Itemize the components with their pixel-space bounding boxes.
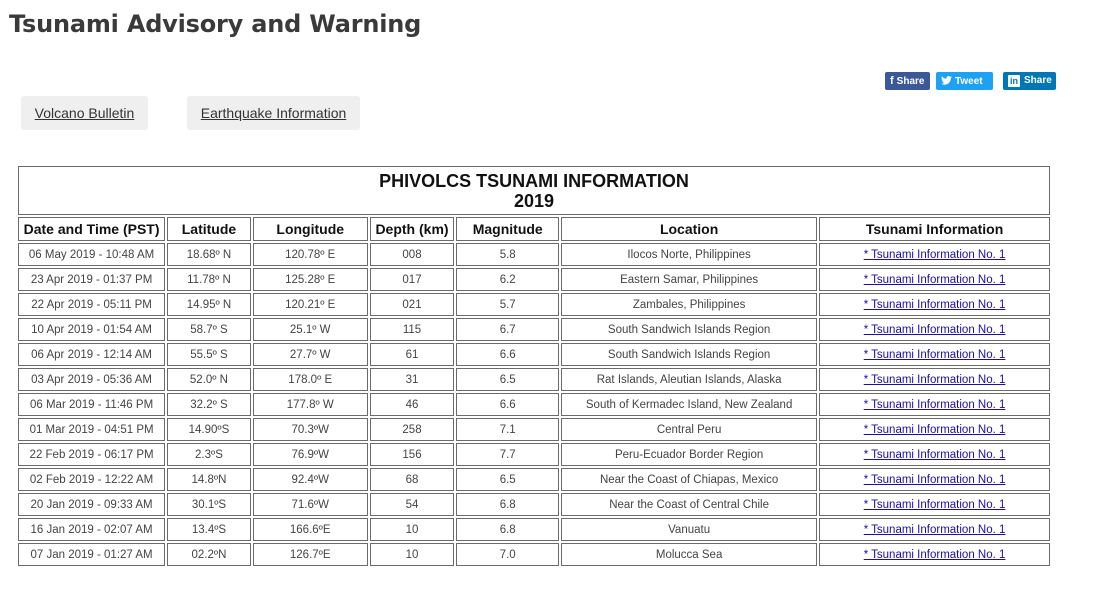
longitude-cell: 71.6ºW	[253, 493, 368, 516]
tsunami-info-cell	[819, 368, 1050, 391]
magnitude-cell: 6.5	[456, 368, 559, 391]
header-depth: Depth (km)	[370, 217, 455, 241]
tsunami-information-link[interactable]: * Tsunami Information No. 1	[863, 523, 1006, 536]
latitude-cell: 11.78º N	[167, 268, 251, 291]
longitude-cell: 166.6ºE	[253, 518, 368, 541]
location-cell: South Sandwich Islands Region	[561, 318, 817, 341]
linkedin-icon: in	[1010, 76, 1018, 86]
tsunami-information-link[interactable]: * Tsunami Information No. 1	[863, 473, 1006, 486]
earthquake-information-link[interactable]: Earthquake Information	[200, 105, 347, 121]
depth-cell: 017	[370, 268, 455, 291]
tsunami-info-cell	[819, 318, 1050, 341]
date-time-cell: 10 Apr 2019 - 01:54 AM	[18, 318, 165, 341]
date-time-cell: 20 Jan 2019 - 09:33 AM	[18, 493, 165, 516]
depth-cell: 008	[370, 243, 455, 266]
tsunami-info-cell	[819, 243, 1050, 266]
tsunami-info-cell	[819, 418, 1050, 441]
volcano-bulletin-button[interactable]	[21, 96, 148, 130]
longitude-cell: 177.8º W	[253, 393, 368, 416]
header-magnitude: Magnitude	[456, 217, 559, 241]
latitude-cell: 14.95º N	[167, 293, 251, 316]
latitude-cell: 2.3ºS	[167, 443, 251, 466]
table-row	[18, 368, 1050, 391]
twitter-tweet-label: Tweet	[955, 76, 983, 87]
date-time-cell: 23 Apr 2019 - 01:37 PM	[18, 268, 165, 291]
table-caption	[18, 166, 1050, 215]
table-row	[18, 243, 1050, 266]
magnitude-cell: 6.2	[456, 268, 559, 291]
longitude-cell: 125.28º E	[253, 268, 368, 291]
location-cell: Near the Coast of Chiapas, Mexico	[561, 468, 817, 491]
table-row	[18, 268, 1050, 291]
magnitude-cell: 5.7	[456, 293, 559, 316]
tsunami-info-cell	[819, 293, 1050, 316]
tsunami-info-cell	[819, 518, 1050, 541]
table-row	[18, 443, 1050, 466]
magnitude-cell: 6.6	[456, 343, 559, 366]
tsunami-information-link[interactable]: * Tsunami Information No. 1	[863, 448, 1006, 461]
depth-cell: 31	[370, 368, 455, 391]
facebook-share-button[interactable]	[885, 72, 930, 90]
magnitude-cell: 6.8	[456, 518, 559, 541]
magnitude-cell: 7.0	[456, 543, 559, 566]
location-cell: Zambales, Philippines	[561, 293, 817, 316]
location-cell: Eastern Samar, Philippines	[561, 268, 817, 291]
tsunami-information-link[interactable]: * Tsunami Information No. 1	[863, 373, 1006, 386]
facebook-share-label: Share	[896, 76, 925, 87]
date-time-cell: 22 Feb 2019 - 06:17 PM	[18, 443, 165, 466]
table-title: PHIVOLCS TSUNAMI INFORMATION	[379, 170, 689, 191]
tsunami-info-cell	[819, 493, 1050, 516]
table-row	[18, 543, 1050, 566]
magnitude-cell: 7.1	[456, 418, 559, 441]
longitude-cell: 126.7ºE	[253, 543, 368, 566]
latitude-cell: 58.7º S	[167, 318, 251, 341]
twitter-bird-icon	[941, 75, 952, 87]
longitude-cell: 27.7º W	[253, 343, 368, 366]
location-cell: South of Kermadec Island, New Zealand	[561, 393, 817, 416]
tsunami-information-link[interactable]: * Tsunami Information No. 1	[863, 398, 1006, 411]
depth-cell: 10	[370, 518, 455, 541]
depth-cell: 156	[370, 443, 455, 466]
tsunami-information-link[interactable]: * Tsunami Information No. 1	[863, 273, 1006, 286]
latitude-cell: 14.90ºS	[167, 418, 251, 441]
depth-cell: 258	[370, 418, 455, 441]
date-time-cell: 03 Apr 2019 - 05:36 AM	[18, 368, 165, 391]
location-cell: Rat Islands, Aleutian Islands, Alaska	[561, 368, 817, 391]
magnitude-cell: 6.6	[456, 393, 559, 416]
depth-cell: 68	[370, 468, 455, 491]
location-cell: Molucca Sea	[561, 543, 817, 566]
latitude-cell: 55.5º S	[167, 343, 251, 366]
table-row	[18, 468, 1050, 491]
magnitude-cell: 6.8	[456, 493, 559, 516]
latitude-cell: 13.4ºS	[167, 518, 251, 541]
longitude-cell: 120.78º E	[253, 243, 368, 266]
tsunami-info-cell	[819, 343, 1050, 366]
date-time-cell: 01 Mar 2019 - 04:51 PM	[18, 418, 165, 441]
page-title: Tsunami Advisory and Warning	[9, 10, 422, 38]
magnitude-cell: 6.7	[456, 318, 559, 341]
magnitude-cell: 7.7	[456, 443, 559, 466]
date-time-cell: 06 Mar 2019 - 11:46 PM	[18, 393, 165, 416]
depth-cell: 115	[370, 318, 455, 341]
longitude-cell: 25.1º W	[253, 318, 368, 341]
header-longitude: Longitude	[253, 217, 368, 241]
tsunami-information-link[interactable]: * Tsunami Information No. 1	[863, 498, 1006, 511]
table-row	[18, 393, 1050, 416]
longitude-cell: 92.4ºW	[253, 468, 368, 491]
date-time-cell: 06 Apr 2019 - 12:14 AM	[18, 343, 165, 366]
latitude-cell: 14.8ºN	[167, 468, 251, 491]
magnitude-cell: 6.5	[456, 468, 559, 491]
latitude-cell: 52.0º N	[167, 368, 251, 391]
location-cell: Vanuatu	[561, 518, 817, 541]
latitude-cell: 02.2ºN	[167, 543, 251, 566]
tsunami-information-link[interactable]: * Tsunami Information No. 1	[863, 548, 1006, 561]
tsunami-information-link[interactable]: * Tsunami Information No. 1	[863, 248, 1006, 261]
tsunami-info-table	[16, 164, 1052, 568]
location-cell: Near the Coast of Central Chile	[561, 493, 817, 516]
table-row	[18, 493, 1050, 516]
longitude-cell: 178.0º E	[253, 368, 368, 391]
date-time-cell: 22 Apr 2019 - 05:11 PM	[18, 293, 165, 316]
longitude-cell: 76.9ºW	[253, 443, 368, 466]
tsunami-information-link[interactable]: * Tsunami Information No. 1	[863, 348, 1006, 361]
table-year: 2019	[513, 190, 555, 211]
earthquake-information-button[interactable]	[187, 96, 360, 130]
depth-cell: 46	[370, 393, 455, 416]
longitude-cell: 70.3ºW	[253, 418, 368, 441]
tsunami-info-cell	[819, 443, 1050, 466]
longitude-cell: 120.21º E	[253, 293, 368, 316]
date-time-cell: 06 May 2019 - 10:48 AM	[18, 243, 165, 266]
table-row	[18, 418, 1050, 441]
magnitude-cell: 5.8	[456, 243, 559, 266]
header-tsunami-information: Tsunami Information	[819, 217, 1050, 241]
depth-cell: 54	[370, 493, 455, 516]
depth-cell: 10	[370, 543, 455, 566]
location-cell: South Sandwich Islands Region	[561, 343, 817, 366]
latitude-cell: 30.1ºS	[167, 493, 251, 516]
volcano-bulletin-link[interactable]: Volcano Bulletin	[34, 105, 135, 121]
depth-cell: 021	[370, 293, 455, 316]
location-cell: Peru-Ecuador Border Region	[561, 443, 817, 466]
facebook-icon: f	[890, 75, 894, 87]
table-row	[18, 318, 1050, 341]
tsunami-information-link[interactable]: * Tsunami Information No. 1	[863, 323, 1006, 336]
date-time-cell: 07 Jan 2019 - 01:27 AM	[18, 543, 165, 566]
latitude-cell: 18.68º N	[167, 243, 251, 266]
twitter-tweet-button[interactable]	[936, 72, 993, 90]
tsunami-information-link[interactable]: * Tsunami Information No. 1	[863, 423, 1006, 436]
location-cell: Central Peru	[561, 418, 817, 441]
date-time-cell: 16 Jan 2019 - 02:07 AM	[18, 518, 165, 541]
table-row	[18, 518, 1050, 541]
date-time-cell: 02 Feb 2019 - 12:22 AM	[18, 468, 165, 491]
tsunami-info-cell	[819, 393, 1050, 416]
table-row	[18, 343, 1050, 366]
depth-cell: 61	[370, 343, 455, 366]
linkedin-share-label: Share	[1024, 75, 1052, 86]
table-row	[18, 293, 1050, 316]
tsunami-info-cell	[819, 468, 1050, 491]
header-date-time: Date and Time (PST)	[18, 217, 165, 241]
header-location: Location	[561, 217, 817, 241]
tsunami-info-cell	[819, 268, 1050, 291]
latitude-cell: 32.2º S	[167, 393, 251, 416]
tsunami-information-link[interactable]: * Tsunami Information No. 1	[863, 298, 1006, 311]
linkedin-share-button[interactable]	[1003, 72, 1056, 90]
table-header-row	[18, 217, 1050, 241]
location-cell: Ilocos Norte, Philippines	[561, 243, 817, 266]
header-latitude: Latitude	[167, 217, 251, 241]
tsunami-info-cell	[819, 543, 1050, 566]
